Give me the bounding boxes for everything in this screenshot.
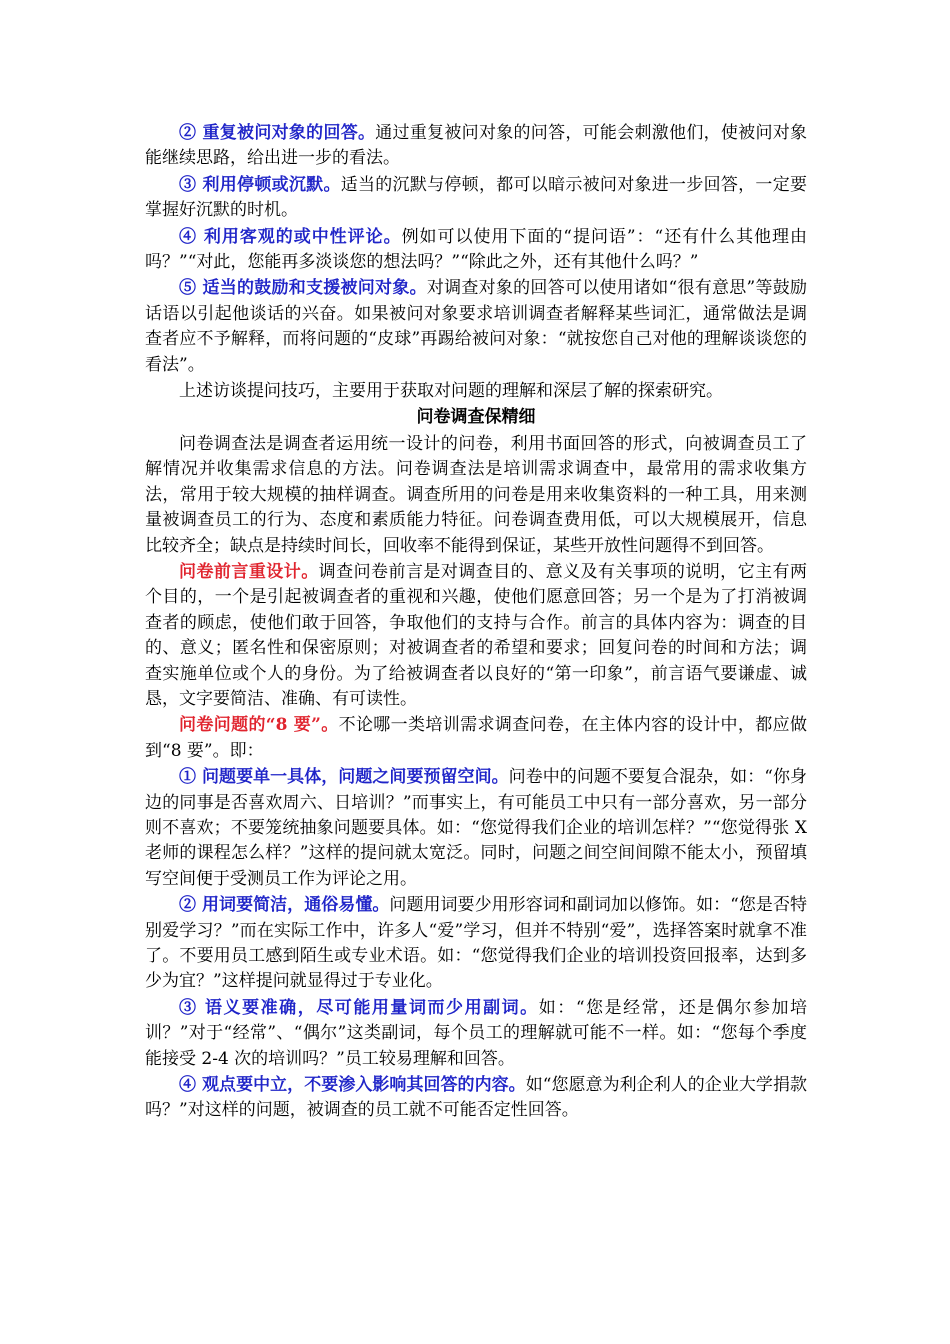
paragraph-text: 通过重复被问对象的问答，可能会刺激他们，使被问对象能继续思路，给出进一步的看法。 — [145, 123, 807, 169]
paragraph-text: 如：“您是经常，还是偶尔参加培训？”对于“经常”、“偶尔”这类副词，每个员工的理解就可能不一样。如：“您每个季度能接受 2-4 次的培训吗？”员工较易理解和回答。 — [145, 997, 807, 1069]
paragraph-summary: 上述访谈提问技巧，主要用于获取对问题的理解和深层了解的探索研究。 — [179, 381, 723, 402]
paragraph-lead: 问卷问题的“8 要”。 — [179, 715, 339, 736]
paragraph-text: 不论哪一类培训需求调查问卷，在主体内容的设计中，都应做到“8 要”。即： — [145, 715, 808, 761]
paragraph-text: 例如可以使用下面的“提问语”：“还有什么其他理由吗？”“对此，您能再多淡谈您的想法吗？”“除此之外，还有其他什么吗？” — [145, 226, 807, 273]
paragraph-text: 问卷中的问题不要复合混杂，如：“你身边的同事是否喜欢周六、日培训？”而事实上，有可能员工中只有一部分喜欢，另一部分则不喜欢；不要笼统抽象问题要具体。如：“您觉得我们企业的培训怎样？”“您觉得张 X 老师的课程怎么样？”这样的提问就太宽泛。同时，问题之间空间间隙不能太小，预留填写空间便于受测员工作为评论之用。 — [145, 767, 807, 889]
paragraph-lead: ② 重复被问对象的回答。 — [179, 123, 376, 143]
paragraph-text: 适当的沉默与停顿，都可以暗示被问对象进一步回答，一定要掌握好沉默的时机。 — [145, 174, 807, 221]
paragraph-lead: ① 问题要单一具体，问题之间要预留空间。 — [179, 767, 509, 788]
paragraph-concise-wording — [145, 893, 807, 995]
paragraph-pause-silence — [145, 173, 807, 224]
section-heading: 问卷调查保精细 — [416, 407, 536, 428]
paragraph-text: 对调查对象的回答可以使用诸如“很有意思”等鼓励话语以引起他谈话的兴奋。如果被问对象要求培训调查者解释某些词汇，通常做法是调查者应不予解释，而将问题的“皮球”再踢给被问对象：“就按您自己对他的理解谈谈您的看法”。 — [145, 278, 808, 375]
paragraph-preface — [145, 560, 807, 712]
paragraph-lead: ② 用词要简洁，通俗易懂。 — [179, 895, 390, 916]
paragraph-intro: 问卷调查法是调查者运用统一设计的问卷，利用书面回答的形式，向被调查员工了解情况并收集需求信息的方法。问卷调查法是培训需求调查中，最常用的需求收集方法，常用于较大规模的抽样调查。调查所用的问卷是用来收集资料的一种工具，用来测量被调查员工的行为、态度和素质能力特征。问卷调查费用低，可以大规模展开，信息比较齐全；缺点是持续时间长，回收率不能得到保证，某些开放性问题得不到回答。 — [145, 433, 807, 556]
paragraph-neutral-viewpoint — [145, 1073, 807, 1124]
paragraph-accurate-semantics — [145, 996, 807, 1072]
paragraph-lead: ④ 观点要中立，不要渗入影响其回答的内容。 — [179, 1075, 526, 1096]
paragraph-repeat-answer — [145, 121, 807, 172]
paragraph-encouragement — [145, 276, 807, 378]
paragraph-text: 调查问卷前言是对调查目的、意义及有关事项的说明，它主有两个目的，一个是引起被调查者的重视和兴趣，使他们愿意回答；另一个是为了打消被调查者的顾虑，使他们敢于回答，争取他们的支持与合作。前言的具体内容为：调查的目的、意义；匿名性和保密原则；对被调查者的希望和要求；回复问卷的时间和方法；调查实施单位或个人的身份。为了给被调查者以良好的“第一印象”，前言语气要谦虚、诚恳，文字要简洁、准确、有可读性。 — [145, 561, 808, 709]
paragraph-text: 如“您愿意为利企利人的企业大学捐款吗？”对这样的问题，被调查的员工就不可能否定性回答。 — [145, 1075, 807, 1121]
paragraph-text: 问题用词要少用形容词和副词加以修饰。如：“您是否特别爱学习？”而在实际工作中，许多人“爱”学习，但并不特别“爱”，选择答案时就拿不准了。不要用员工感到陌生或专业术语。如：“您觉得我们企业的培训投资回报率，达到多少为宜？”这样提问就显得过于专业化。 — [145, 895, 807, 992]
document-page — [145, 121, 807, 1125]
paragraph-neutral-comment — [145, 225, 807, 276]
paragraph-lead: ⑤ 适当的鼓励和支援被问对象。 — [179, 278, 427, 299]
paragraph-lead: ④ 利用客观的或中性评论。 — [179, 226, 402, 247]
paragraph-lead: ③ 语义要准确，尽可能用量词而少用副词。 — [179, 997, 539, 1018]
paragraph-eight-requirements — [145, 713, 807, 764]
paragraph-lead: 问卷前言重设计。 — [179, 561, 319, 582]
paragraph-single-specific — [145, 765, 807, 892]
paragraph-lead: ③ 利用停顿或沉默。 — [179, 174, 341, 195]
